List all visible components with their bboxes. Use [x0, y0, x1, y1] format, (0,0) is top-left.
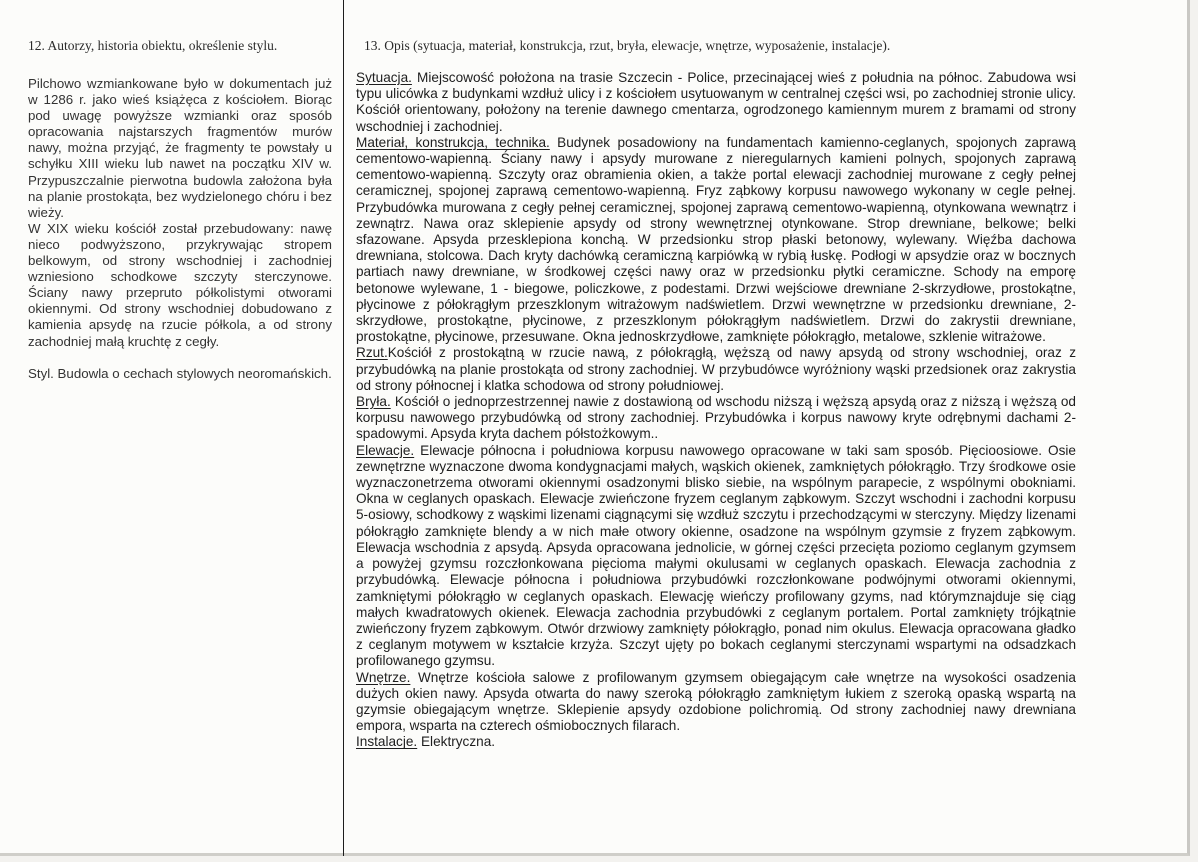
left-column	[28, 38, 332, 382]
section-text: Kościół o jednoprzestrzennej nawie z dostawioną od wschodu niższą i węższą apsydą oraz z niższą i węższą od korpusu nawowego przybudówką od strony zachodniej. Przybudówka i korpus nawowy kryte odrębnymi dachami 2-spadowymi. Apsyda kryta dachem półstożkowym..	[356, 394, 1076, 442]
section-label: Materiał, konstrukcja, technika.	[356, 134, 550, 150]
section-label: Instalacje.	[356, 734, 418, 750]
description-text	[356, 70, 1076, 751]
section-text: Elewacje północna i południowa korpusu nawowego opracowane w taki sam sposób. Pięcioosiowe. Osie zewnętrzne wyznaczone dwoma kondygnacjami małych, wąskich okienek, zamkniętych półokrągło. Trzy środkowe osie wyznaczonetrzema otworami okiennymi osadzonymi blisko siebie, na wspólnym parapecie, z wspólnymi obokniami. Okna w ceglanych opaskach. Elewacje zwieńczone fryzem ceglanym ząbkowym. Szczyt wschodni i zachodni korpusu 5-osiowy, schodkowy z wąskimi lizenami ciągnącymi się wzdłuż szczytu i przechodzącymi w sterczyny. Między lizenami półokrągło zamknięte blendy a w nich małe otwory okienne, osadzone na wspólnym gzymsie z fryzem ząbkowym. Elewacja wschodnia z apsydą. Apsyda opracowana jednolicie, w górnej części przecięta poziomo ceglanym gzymsem a powyżej gzymsu rozczłonkowana pięcioma małymi okulusami w ceglanych opaskach. Elewacja zachodnia z przybudówką. Elewacje północna i południowa przybudówki rozczłonkowane podwójnymi otworami okiennymi, zamkniętymi półokrągło w ceglanych opaskach. Elewację wieńczy profilowany gzyms, nad którymznajduje się ciąg małych kwadratowych okienek. Elewacja zachodnia przybudówki z ceglanym portalem. Portal zamknięty trójkątnie zwieńczony fryzem ząbkowym. Otwór drzwiowy zamknięty półokrągło, ponad nim okulus. Elewacja opracowana gładko z ceglanym motywem w kształcie krzyża. Szczyt ujęty po bokach ceglanymi sterczynami wspartymi na odsadzkach profilowanego gzymsu.	[356, 442, 1076, 669]
section-text: Wnętrze kościoła salowe z profilowanym gzymsem obiegającym całe wnętrze na wysokości osadzenia dużych okien nawy. Apsyda otwarta do nawy szeroką półokrągło zamkniętym łukiem z szeroką opaską wspartą na gzymsie obiegającym wnętrze. Sklepienie apsydy ozdobione polichromią. Od strony zachodniej nawy drewniana empora, wsparta na czterech ośmiobocznych filarach.	[356, 669, 1076, 734]
section-text: Budynek posadowiony na fundamentach kamienno-ceglanych, spojonych zaprawą cementowo-wapienną. Ściany nawy i apsydy murowane z nieregularnych kamieni polnych, spojonych zaprawą cementowo-wapienną. Szczyty oraz obramienia okien, a także portal elewacji zachodniej murowane z cegły pełnej ceramicznej, spojonej zaprawą cementowo-wapienną. Fryz ząbkowy korpusu nawowego wykonany w cegle pełnej. Przybudówka murowana z cegły pełnej ceramicznej, spojonej zaprawą cementowo-wapienną, otynkowana wewnątrz i zewnątrz. Nawa oraz sklepienie apsydy od strony wewnętrznej otynkowane. Strop drewniane, belkowe; belki sfazowane. Apsyda przesklepiona konchą. W przedsionku strop płaski betonowy, wylewany. Więźba dachowa drewniana, stolcowa. Dach kryty dachówką ceramiczną karpiówką w rybią łuskę. Podłogi w apsydzie oraz w bocznych partiach nawy drewniane, w środkowej części nawy oraz w przedsionku płytki ceramiczne. Schody na emporę betonowe wylewane, 1 - biegowe, policzkowe, z podestami. Drzwi wejściowe drewniane 2-skrzydłowe, prostokątne, płycinowe z półokrągłym przeszklonym witrażowym nadświetlem. Drzwi wewnętrzne w przedsionku drewniane, 2-skrzydłowe, prostokątne, płycinowe, z przeszklonym półokrągłym nadświetlem. Drzwi do zakrystii drewniane, prostokątne, płycinowe, przesuwane. Okna jednoskrzydłowe, zamknięte półokrągło, metalowe, szklenie witrażowe.	[356, 134, 1076, 345]
section-elewacje	[356, 443, 1076, 670]
section-label: Rzut.	[356, 345, 388, 361]
right-column	[356, 38, 1076, 751]
section-bryla	[356, 394, 1076, 443]
section-label: Sytuacja.	[356, 70, 412, 85]
left-heading: 12. Autorzy, historia obiektu, określenie stylu.	[28, 38, 278, 53]
section-rzut	[356, 345, 1076, 394]
section-text: Elektryczna.	[417, 734, 496, 750]
history-paragraph-2: W XIX wieku kościół został przebudowany: nawę nieco podwyższono, przykrywając stropem belkowym, od strony wschodniej i zachodniej wzniesiono schodkowe szczyty sterczynowe. Ściany nawy przepruto półkolistymi otworami okiennymi. Od strony wschodniej dobudowano z kamienia apsydę na rzucie półkola, a od strony zachodniej małą kruchtę z cegły.	[28, 220, 332, 349]
style-paragraph: Styl. Budowla o cechach stylowych neoromańskich.	[28, 365, 332, 381]
section-text: Miejscowość położona na trasie Szczecin - Police, przecinającej wieś z południa na północ. Zabudowa wsi typu ulicówka z budynkami wzdłuż ulicy i z kościołem usytuowanym w centralnej części wsi, po zachodniej stronie ulicy. Kościół orientowany, położony na terenie dawnego cmentarza, ogrodzonego kamiennym murem z bramami od strony wschodniej i zachodniej.	[356, 70, 1076, 134]
history-paragraph-1: Pilchowo wzmiankowane było w dokumentach już w 1286 r. jako wieś książęca z kościołem. Biorąc pod uwagę powyższe wzmianki oraz sposób opracowania najstarszych fragmentów murów nawy, można przyjąć, że fragmenty te powstały u schyłku XIII wieku lub nawet na początku XIV w. Przypuszczalnie pierwotna budowla założona była na planie prostokąta, bez wydzielonego chóru i bez wieży.	[28, 76, 332, 220]
section-material	[356, 135, 1076, 346]
section-wnetrze	[356, 670, 1076, 735]
column-divider	[343, 0, 344, 856]
history-text	[28, 76, 332, 382]
section-label: Bryła.	[356, 394, 391, 410]
right-heading: 13. Opis (sytuacja, materiał, konstrukcja, rzut, bryła, elewacje, wnętrze, wyposażenie, instalacje).	[364, 38, 891, 53]
section-label: Elewacje.	[356, 442, 415, 458]
section-sytuacja	[356, 70, 1076, 135]
section-instalacje	[356, 734, 1076, 750]
section-label: Wnętrze.	[356, 669, 411, 685]
section-text: Kościół z prostokątną w rzucie nawą, z półokrągłą, węższą od nawy apsydą od strony wschodniej, oraz z przybudówką na planie prostokąta od strony zachodniej. W przybudówce wyróżniony wąski przedsionek oraz zakrystia od strony północnej i klatka schodowa od strony południowej.	[356, 345, 1076, 393]
